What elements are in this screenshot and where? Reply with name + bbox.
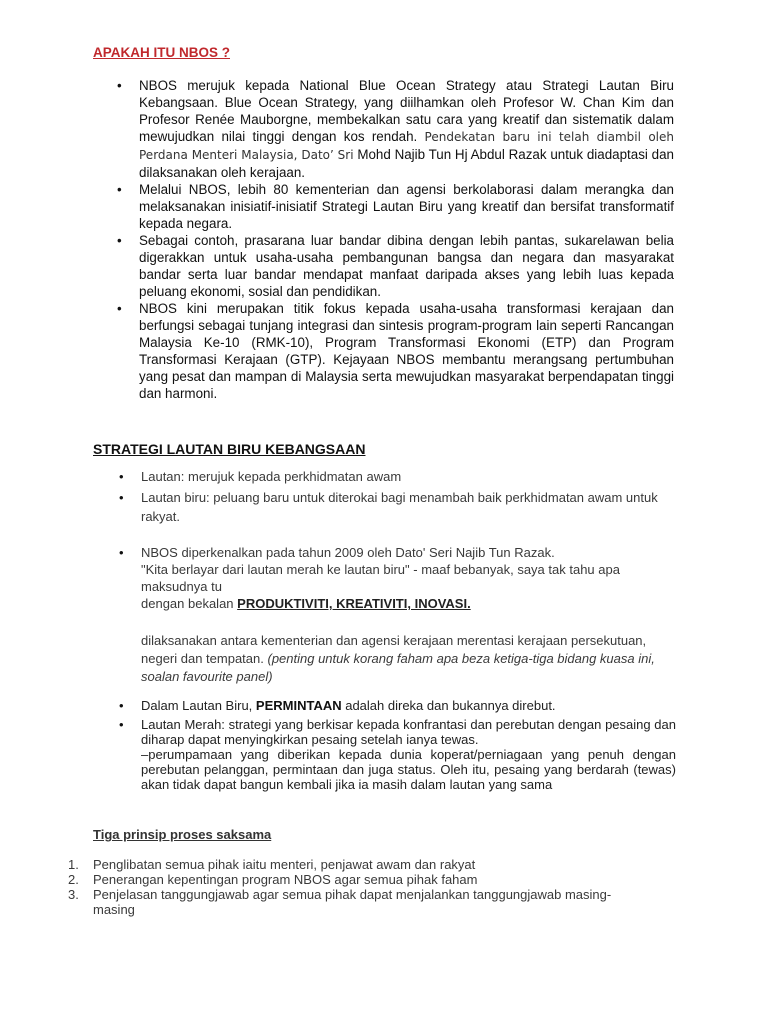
nbos-bullet-list — [139, 77, 674, 402]
intro-line: • NBOS diperkenalkan pada tahun 2009 oleh Dato' Seri Najib Tun Razak. — [141, 545, 555, 560]
list-item — [141, 488, 676, 526]
bekalan-prefix: dengan bekalan — [141, 596, 238, 611]
list-item — [68, 872, 653, 887]
intro-bekalan — [141, 595, 676, 612]
list-item — [139, 77, 674, 181]
list-item — [141, 698, 676, 713]
bullet-text: Melalui NBOS, lebih 80 kementerian dan agensi berkolaborasi dalam merangka dan melaksanakan inisiatif-inisiatif Strategi Lautan Biru yang kreatif dan bersifat transformatif kepada negara. — [139, 182, 674, 231]
bullet-text: NBOS merujuk kepada National Blue Ocean Strategy atau Strategi Lautan Biru Kebangsaan. Blue Ocean Strategy, yang diilhamkan oleh Profesor W. Chan Kim dan Profesor Renée Mauborgne, membekalkan satu cara yang kreatif dan sistematik dalam mewujudkan nilai tinggi dengan kos rendah. — [139, 78, 674, 144]
note-italic: (penting untuk korang faham apa beza ketiga-tiga bidang kuasa ini, soalan favourite panel) — [141, 651, 655, 684]
list-item — [139, 232, 674, 300]
list-item — [139, 300, 674, 402]
intro-quote: "Kita berlayar dari lautan merah ke lautan biru" - maaf bebanyak, saya tak tahu apa maksudnya tu — [141, 562, 620, 594]
red-ocean-analogy: –perumpamaan yang diberikan kepada dunia koperat/perniagaan yang penuh dengan perebutan pelanggan, permintaan dan juga status. Oleh itu, pesaing yang berdarah (tewas) akan tidak dapat bangun kembali jika ia masih dalam lautan yang sama — [141, 747, 676, 792]
principles-list — [68, 857, 653, 917]
item-number: 1. — [68, 857, 79, 872]
section-title-strategi: STRATEGI LAUTAN BIRU KEBANGSAAN — [93, 441, 366, 457]
item-number: 3. — [68, 887, 79, 902]
red-ocean-text: • Lautan Merah: strategi yang berkisar kepada konfrantasi dan perebutan dengan pesaing dan diharap dapat menyingkirkan pesaing setelah ianya tewas. — [141, 717, 676, 747]
bekalan-emphasis: PRODUKTIVITI, KREATIVITI, INOVASI. — [237, 596, 471, 611]
blue-bold: PERMINTAAN — [255, 698, 342, 713]
bullet-text: NBOS kini merupakan titik fokus kepada usaha-usaha transformasi kerajaan dan berfungsi sebagai tunjang integrasi dan sintesis program-program lain seperti Rancangan Malaysia Ke-10 (RMK-10), Program Transformasi Ekonomi (ETP) dan Program Transformasi Kerajaan (GTP). Kejayaan NBOS membantu merangsang pertumbuhan yang pesat dan mampan di Malaysia serta mewujudkan masyarakat berpendapatan tinggi dan harmoni. — [139, 301, 674, 401]
list-item — [68, 887, 653, 917]
definition-lautan: Lautan: merujuk kepada perkhidmatan awam — [141, 469, 402, 484]
implementation-note — [141, 632, 676, 686]
bullet-text: Mohd Najib Tun Hj Abdul Razak untuk diadaptasi dan dilaksanakan oleh kerajaan. — [139, 147, 674, 180]
list-item — [139, 181, 674, 232]
blue-suffix: adalah direka dan bukannya direbut. — [341, 698, 556, 713]
item-number: 2. — [68, 872, 79, 887]
item-text: Penjelasan tanggungjawab agar semua pihak dapat menjalankan tanggungjawab masing-masing — [93, 887, 612, 917]
note-text: dilaksanakan antara kementerian dan agensi kerajaan merentasi kerajaan persekutuan, negeri dan tempatan. — [141, 633, 647, 666]
list-item — [141, 467, 676, 486]
item-text: Penglibatan semua pihak iaitu menteri, penjawat awam dan rakyat — [93, 857, 476, 872]
bullet-text: Sebagai contoh, prasarana luar bandar dibina dengan lebih pantas, sukarelawan belia digerakkan untuk usaha-usaha pembangunan bangsa dan negara dan masyarakat bandar serta luar bandar mendapat manfaat daripada akses yang lebih luas kepada peluang ekonomi, sosial dan pendidikan. — [139, 233, 674, 299]
blue-prefix: Dalam Lautan Biru, — [141, 698, 256, 713]
list-item — [68, 857, 653, 872]
section-title-nbos: APAKAH ITU NBOS ? — [93, 45, 230, 60]
ocean-compare-list — [141, 698, 676, 796]
lautan-definition-list — [141, 467, 676, 528]
list-item — [141, 544, 676, 612]
definition-lautan-biru: Lautan biru: peluang baru untuk diterokai bagi menambah baik perkhidmatan awam untuk rakyat. — [141, 490, 658, 524]
item-text: Penerangan kepentingan program NBOS agar semua pihak faham — [93, 872, 478, 887]
bullet-text-alt: Pendekatan baru ini telah diambil oleh Perdana Menteri Malaysia, Dato’ Sri — [139, 130, 674, 162]
section-title-prinsip: Tiga prinsip proses saksama — [93, 827, 272, 842]
nbos-intro-list — [141, 544, 676, 612]
list-item — [141, 717, 676, 792]
